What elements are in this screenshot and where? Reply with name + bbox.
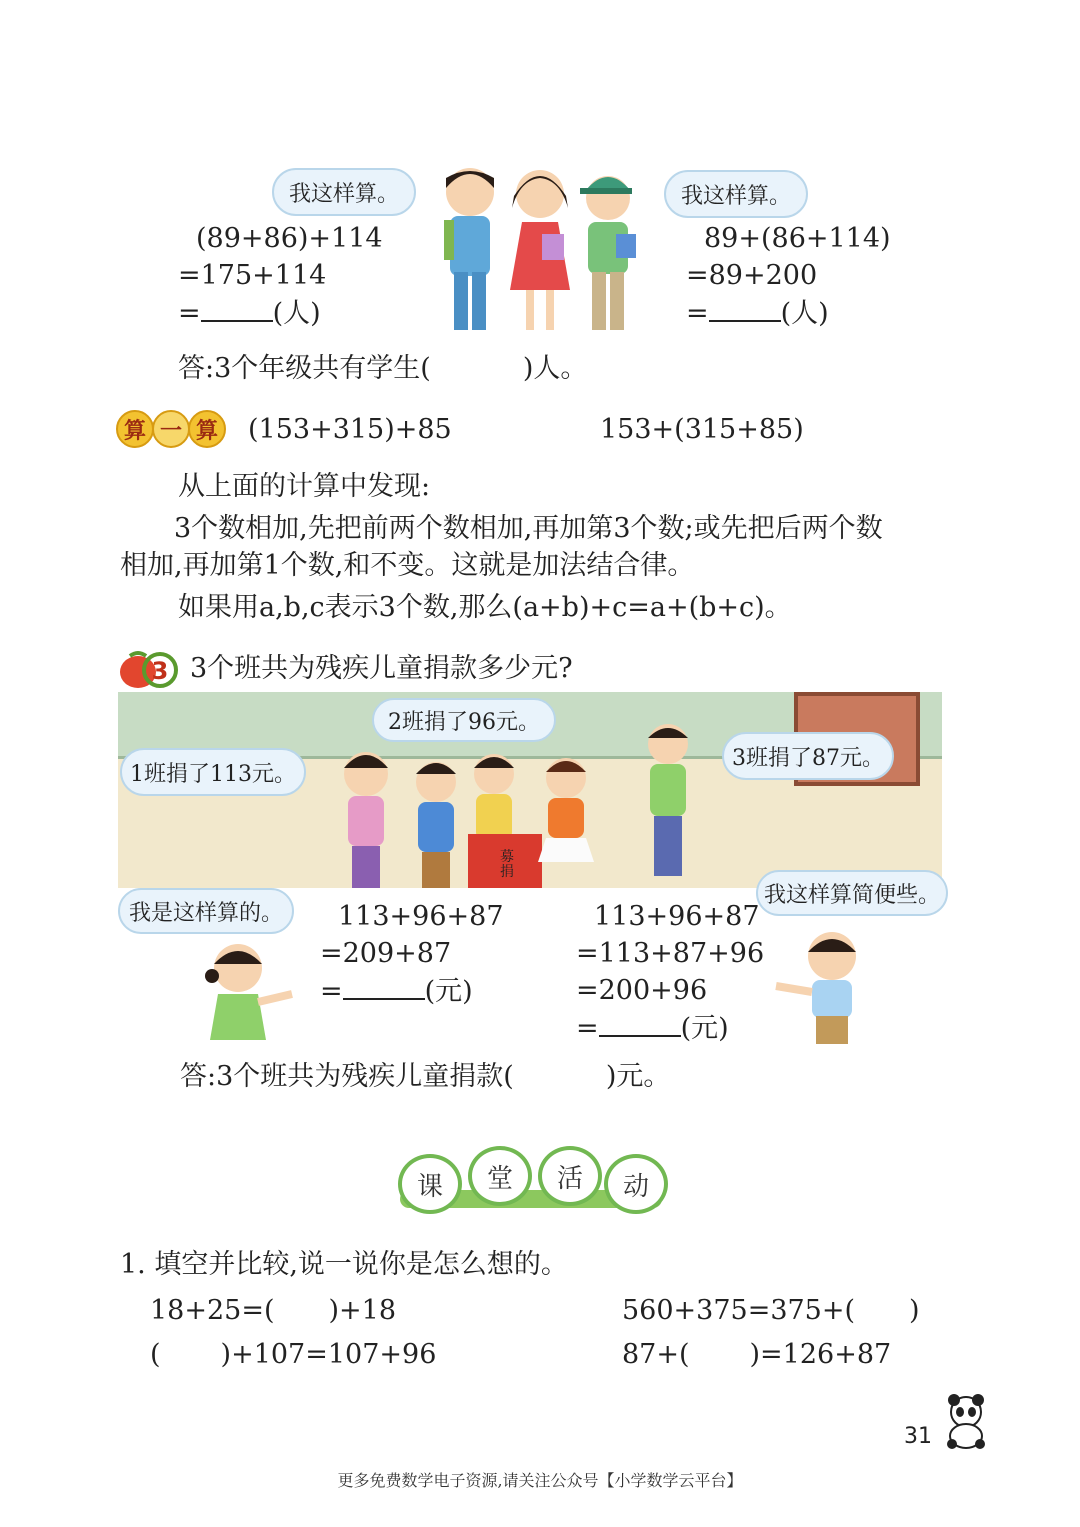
discovery-formula: 如果用a,b,c表示3个数,那么(a+b)+c=a+(b+c)。: [178, 592, 792, 623]
suan-expr-1: (153+315)+85: [248, 414, 452, 445]
expr-right: )=126+87: [749, 1339, 892, 1370]
activity-char: 动: [604, 1154, 668, 1214]
tag-char: 一: [152, 410, 190, 448]
answer-blank[interactable]: [709, 296, 781, 322]
exercise-2a: [150, 1338, 436, 1372]
calc-b-line3: =200+96: [576, 975, 708, 1006]
bubble-text: 1班捐了113元。: [130, 761, 296, 787]
left-calc-line3: [178, 296, 321, 331]
answer-prefix: 答:3个班共为残疾儿童捐款(: [180, 1061, 514, 1092]
speech-bubble-right: [664, 170, 808, 218]
page-number: 31: [904, 1424, 932, 1449]
suan-expr-2: 153+(315+85): [600, 414, 804, 445]
expr-right: )+107=107+96: [220, 1339, 437, 1370]
discovery-line2: 3个数相加,先把前两个数相加,再加第3个数;或先把后两个数: [174, 513, 883, 544]
calc-a-line2: =209+87: [320, 938, 452, 969]
activity-question-1: 1. 填空并比较,说一说你是怎么想的。: [120, 1249, 568, 1280]
equals-sign: =: [686, 298, 709, 329]
footer-note: 更多免费数学电子资源,请关注公众号【小学数学云平台】: [337, 1471, 743, 1490]
expr-right: )+18: [328, 1295, 397, 1326]
classroom-activity-banner: [396, 1146, 668, 1214]
answer-blank[interactable]: [343, 974, 425, 1000]
answer-prefix: 答:3个年级共有学生(: [178, 353, 431, 384]
example-3-question: 3个班共为残疾儿童捐款多少元?: [190, 653, 573, 684]
answer-line-top: [178, 352, 587, 386]
answer-suffix: )元。: [605, 1061, 671, 1092]
calc-b-line4: [576, 1011, 729, 1046]
right-calc-line1: 89+(86+114): [704, 223, 891, 254]
tag-char: 算: [188, 410, 226, 448]
tag-char: 算: [116, 410, 154, 448]
calc-b-line1: 113+96+87: [594, 901, 760, 932]
left-calc-line1: (89+86)+114: [196, 223, 383, 254]
bubble-text: 我这样算。: [288, 181, 399, 207]
activity-char: 堂: [468, 1146, 532, 1206]
discovery-line1: 从上面的计算中发现:: [178, 471, 431, 502]
bubble-text: 我这样算简便些。: [763, 882, 940, 908]
bubble-girl: [118, 888, 294, 934]
answer-blank[interactable]: [201, 296, 273, 322]
discovery-line3: 相加,再加第1个数,和不变。这就是加法结合律。: [120, 550, 695, 581]
bubble-text: 3班捐了87元。: [732, 745, 884, 771]
right-calc-line3: [686, 296, 829, 331]
unit-label: (元): [680, 1013, 729, 1044]
expr-left: 87+(: [622, 1339, 690, 1370]
right-calc-line2: =89+200: [686, 260, 818, 291]
exercise-1b: [622, 1294, 920, 1328]
bubble-text: 我这样算。: [680, 183, 791, 209]
expr-left: 18+25=(: [150, 1295, 275, 1326]
calc-a-line3: [320, 974, 473, 1009]
bubble-class-2: [372, 698, 556, 742]
expr-left: 560+375=375+(: [622, 1295, 856, 1326]
bubble-class-3: [722, 732, 894, 780]
equals-sign: =: [320, 976, 343, 1007]
badge-number: 3: [151, 657, 169, 685]
calc-b-line2: =113+87+96: [576, 938, 765, 969]
panda-icon: [940, 1394, 992, 1450]
exercise-1a: [150, 1294, 396, 1328]
boy-illustration: [772, 922, 882, 1046]
left-calc-line2: =175+114: [178, 260, 327, 291]
bubble-text: 2班捐了96元。: [388, 709, 540, 735]
unit-label: (元): [424, 976, 473, 1007]
donation-box-label: 募捐: [500, 849, 514, 880]
unit-label: (人): [780, 298, 829, 329]
expr-left: (: [150, 1339, 161, 1370]
suan-yi-suan-tag: [116, 410, 228, 450]
three-children-illustration: [430, 160, 650, 345]
calc-a-line1: 113+96+87: [338, 901, 504, 932]
bubble-class-1: [120, 748, 306, 796]
answer-blank[interactable]: [599, 1011, 681, 1037]
activity-char: 课: [398, 1154, 462, 1214]
equals-sign: =: [576, 1013, 599, 1044]
activity-char: 活: [538, 1146, 602, 1206]
equals-sign: =: [178, 298, 201, 329]
expr-right: ): [909, 1295, 920, 1326]
bubble-boy: [756, 870, 948, 916]
bubble-text: 我是这样算的。: [128, 900, 283, 926]
speech-bubble-left: [272, 168, 416, 216]
answer-line-example3: [180, 1060, 670, 1094]
girl-illustration: [192, 936, 296, 1040]
answer-suffix: )人。: [522, 353, 588, 384]
exercise-2b: [622, 1338, 891, 1372]
unit-label: (人): [272, 298, 321, 329]
example-3-badge: [116, 648, 182, 692]
